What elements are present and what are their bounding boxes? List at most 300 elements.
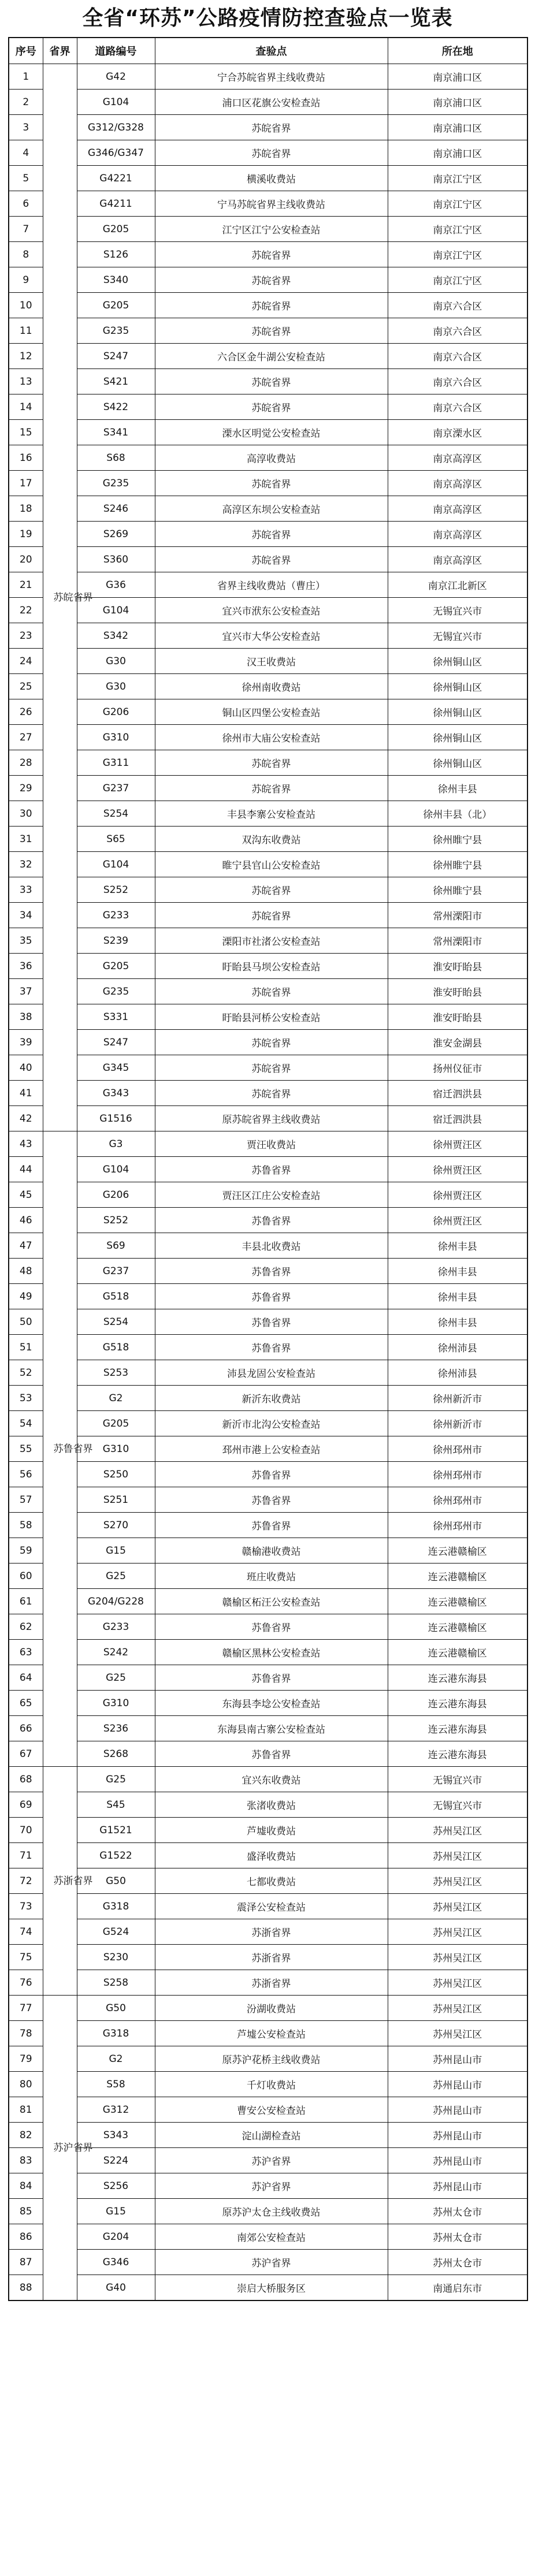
- row-location: 常州溧阳市: [388, 928, 527, 954]
- row-checkpoint: 苏皖省界: [155, 1055, 388, 1081]
- row-road: G104: [77, 90, 155, 115]
- row-seq: 76: [9, 1970, 43, 1996]
- region-label: 苏皖省界: [53, 591, 93, 604]
- row-road: S126: [77, 242, 155, 267]
- table-row: [9, 725, 527, 750]
- row-checkpoint: 原苏沪花桥主线收费站: [155, 2046, 388, 2072]
- row-checkpoint: 曹安公安检查站: [155, 2097, 388, 2123]
- row-checkpoint: 苏皖省界: [155, 318, 388, 344]
- row-checkpoint: 汾湖收费站: [155, 1996, 388, 2021]
- row-road: G237: [77, 776, 155, 801]
- row-location: 南通启东市: [388, 2275, 527, 2301]
- row-location: 无锡宜兴市: [388, 598, 527, 623]
- row-road: S253: [77, 1360, 155, 1386]
- row-location: 连云港赣榆区: [388, 1614, 527, 1640]
- table-row: [9, 852, 527, 877]
- row-checkpoint: 原苏沪太仓主线收费站: [155, 2199, 388, 2224]
- row-road: G2: [77, 1386, 155, 1411]
- row-road: S242: [77, 1640, 155, 1665]
- row-seq: 39: [9, 1030, 43, 1055]
- row-checkpoint: 苏鲁省界: [155, 1487, 388, 1513]
- region-cell: [43, 1996, 93, 2301]
- table-row: [9, 267, 527, 293]
- table-row: [9, 2224, 527, 2250]
- row-seq: 75: [9, 1945, 43, 1970]
- row-checkpoint: 苏皖省界: [155, 776, 388, 801]
- row-checkpoint: 贾汪区江庄公安检查站: [155, 1182, 388, 1208]
- row-road: G3: [77, 1131, 155, 1157]
- row-checkpoint: 双沟东收费站: [155, 827, 388, 852]
- row-location: 淮安盱眙县: [388, 1004, 527, 1030]
- row-location: 南京江宁区: [388, 217, 527, 242]
- row-seq: 42: [9, 1106, 43, 1131]
- row-checkpoint: 宁合苏皖省界主线收费站: [155, 64, 388, 90]
- row-seq: 43: [9, 1131, 43, 1157]
- table-row: [9, 1564, 527, 1589]
- row-road: G345: [77, 1055, 155, 1081]
- row-checkpoint: 苏鲁省界: [155, 1665, 388, 1691]
- table-row: [9, 1335, 527, 1360]
- row-location: 苏州吴江区: [388, 1894, 527, 1919]
- row-seq: 74: [9, 1919, 43, 1945]
- row-checkpoint: 苏鲁省界: [155, 1614, 388, 1640]
- header-road: 道路编号: [77, 38, 155, 64]
- row-road: S268: [77, 1741, 155, 1767]
- row-location: 淮安盱眙县: [388, 979, 527, 1004]
- table-row: [9, 1259, 527, 1284]
- row-seq: 79: [9, 2046, 43, 2072]
- row-seq: 50: [9, 1309, 43, 1335]
- row-location: 南京六合区: [388, 293, 527, 318]
- row-checkpoint: 震泽公安检查站: [155, 1894, 388, 1919]
- row-location: 徐州丰县: [388, 776, 527, 801]
- row-seq: 32: [9, 852, 43, 877]
- row-seq: 47: [9, 1233, 43, 1259]
- row-location: 南京江北新区: [388, 572, 527, 598]
- row-location: 南京高淳区: [388, 496, 527, 522]
- table-row: [9, 954, 527, 979]
- row-location: 徐州睢宁县: [388, 827, 527, 852]
- row-checkpoint: 苏皖省界: [155, 267, 388, 293]
- row-checkpoint: 丰县李寨公安检查站: [155, 801, 388, 827]
- row-road: G318: [77, 1894, 155, 1919]
- row-seq: 49: [9, 1284, 43, 1309]
- row-location: 南京溧水区: [388, 420, 527, 445]
- row-location: 苏州吴江区: [388, 1818, 527, 1843]
- row-checkpoint: 贾汪收费站: [155, 1131, 388, 1157]
- table-row: [9, 1182, 527, 1208]
- table-row: [9, 1513, 527, 1538]
- table-row: [9, 369, 527, 394]
- row-location: 南京浦口区: [388, 115, 527, 140]
- row-location: 徐州邳州市: [388, 1436, 527, 1462]
- table-row: [9, 1970, 527, 1996]
- row-location: 徐州丰县: [388, 1309, 527, 1335]
- table-body: [9, 64, 527, 2301]
- row-location: 南京浦口区: [388, 140, 527, 166]
- row-seq: 65: [9, 1691, 43, 1716]
- row-location: 苏州太仓市: [388, 2199, 527, 2224]
- row-location: 南京六合区: [388, 344, 527, 369]
- row-seq: 5: [9, 166, 43, 191]
- table-row: [9, 445, 527, 471]
- row-road: G30: [77, 649, 155, 674]
- row-seq: 16: [9, 445, 43, 471]
- row-location: 苏州太仓市: [388, 2250, 527, 2275]
- table-row: [9, 801, 527, 827]
- row-road: G235: [77, 471, 155, 496]
- row-checkpoint: 高淳区东坝公安检查站: [155, 496, 388, 522]
- row-location: 无锡宜兴市: [388, 1767, 527, 1792]
- row-seq: 4: [9, 140, 43, 166]
- row-location: 徐州睢宁县: [388, 877, 527, 903]
- row-road: S421: [77, 369, 155, 394]
- row-location: 宿迁泗洪县: [388, 1081, 527, 1106]
- table-row: [9, 140, 527, 166]
- row-seq: 82: [9, 2123, 43, 2148]
- row-location: 徐州邳州市: [388, 1462, 527, 1487]
- region-cell: [43, 64, 93, 1131]
- row-checkpoint: 苏鲁省界: [155, 1462, 388, 1487]
- row-checkpoint: 苏皖省界: [155, 979, 388, 1004]
- table-row: [9, 471, 527, 496]
- table-row: [9, 1716, 527, 1741]
- table-row: [9, 2021, 527, 2046]
- row-road: S254: [77, 1309, 155, 1335]
- table-row: [9, 1665, 527, 1691]
- page-title: 全省“环苏”公路疫情防控查验点一览表: [82, 6, 453, 30]
- row-checkpoint: 沛县龙固公安检查站: [155, 1360, 388, 1386]
- row-location: 苏州吴江区: [388, 2021, 527, 2046]
- row-seq: 12: [9, 344, 43, 369]
- row-seq: 67: [9, 1741, 43, 1767]
- row-location: 连云港东海县: [388, 1741, 527, 1767]
- row-seq: 22: [9, 598, 43, 623]
- row-checkpoint: 铜山区四堡公安检查站: [155, 699, 388, 725]
- row-location: 连云港赣榆区: [388, 1564, 527, 1589]
- table-row: [9, 2097, 527, 2123]
- row-location: 连云港赣榆区: [388, 1640, 527, 1665]
- table-row: [9, 394, 527, 420]
- table-row: [9, 191, 527, 217]
- row-road: S422: [77, 394, 155, 420]
- row-checkpoint: 高淳收费站: [155, 445, 388, 471]
- row-checkpoint: 千灯收费站: [155, 2072, 388, 2097]
- region-label: 苏浙省界: [53, 1875, 93, 1887]
- row-road: G40: [77, 2275, 155, 2301]
- row-checkpoint: 盱眙县河桥公安检查站: [155, 1004, 388, 1030]
- row-checkpoint: 睢宁县官山公安检查站: [155, 852, 388, 877]
- row-road: S341: [77, 420, 155, 445]
- row-seq: 29: [9, 776, 43, 801]
- table-row: [9, 1284, 527, 1309]
- row-road: S252: [77, 877, 155, 903]
- row-road: G235: [77, 979, 155, 1004]
- row-road: G204: [77, 2224, 155, 2250]
- table-row: [9, 420, 527, 445]
- row-road: G25: [77, 1564, 155, 1589]
- row-checkpoint: 七都收费站: [155, 1868, 388, 1894]
- table-row: [9, 2199, 527, 2224]
- row-location: 淮安盱眙县: [388, 954, 527, 979]
- table-row: [9, 877, 527, 903]
- row-seq: 71: [9, 1843, 43, 1868]
- row-road: G237: [77, 1259, 155, 1284]
- row-checkpoint: 崇启大桥服务区: [155, 2275, 388, 2301]
- row-road: S270: [77, 1513, 155, 1538]
- row-seq: 13: [9, 369, 43, 394]
- row-seq: 14: [9, 394, 43, 420]
- row-road: S65: [77, 827, 155, 852]
- row-checkpoint: 芦墟收费站: [155, 1818, 388, 1843]
- row-checkpoint: 宜兴东收费站: [155, 1767, 388, 1792]
- table-row: [9, 1767, 527, 1792]
- row-seq: 45: [9, 1182, 43, 1208]
- row-road: G4211: [77, 191, 155, 217]
- row-checkpoint: 苏鲁省界: [155, 1157, 388, 1182]
- table-row: [9, 293, 527, 318]
- table-row: [9, 2250, 527, 2275]
- row-road: S251: [77, 1487, 155, 1513]
- row-checkpoint: 宜兴市洑东公安检查站: [155, 598, 388, 623]
- row-seq: 30: [9, 801, 43, 827]
- row-checkpoint: 苏鲁省界: [155, 1208, 388, 1233]
- row-seq: 83: [9, 2148, 43, 2173]
- row-road: G4221: [77, 166, 155, 191]
- row-road: G311: [77, 750, 155, 776]
- table-row: [9, 1081, 527, 1106]
- row-seq: 23: [9, 623, 43, 649]
- row-seq: 27: [9, 725, 43, 750]
- row-seq: 56: [9, 1462, 43, 1487]
- row-seq: 1: [9, 64, 43, 90]
- row-road: G205: [77, 954, 155, 979]
- row-road: G518: [77, 1335, 155, 1360]
- row-location: 徐州丰县（北）: [388, 801, 527, 827]
- table-row: [9, 1843, 527, 1868]
- row-road: S331: [77, 1004, 155, 1030]
- row-seq: 41: [9, 1081, 43, 1106]
- row-road: G205: [77, 217, 155, 242]
- row-checkpoint: 盱眙县马坝公安检查站: [155, 954, 388, 979]
- row-checkpoint: 赣榆区柘汪公安检查站: [155, 1589, 388, 1614]
- row-road: G518: [77, 1284, 155, 1309]
- row-road: G524: [77, 1919, 155, 1945]
- row-seq: 77: [9, 1996, 43, 2021]
- row-road: S258: [77, 1970, 155, 1996]
- row-location: 南京高淳区: [388, 445, 527, 471]
- table-row: [9, 64, 527, 90]
- row-checkpoint: 苏鲁省界: [155, 1741, 388, 1767]
- row-road: G30: [77, 674, 155, 699]
- row-location: 苏州吴江区: [388, 1868, 527, 1894]
- row-checkpoint: 苏皖省界: [155, 471, 388, 496]
- row-road: G104: [77, 1157, 155, 1182]
- row-location: 连云港东海县: [388, 1665, 527, 1691]
- row-checkpoint: 宁马苏皖省界主线收费站: [155, 191, 388, 217]
- row-seq: 44: [9, 1157, 43, 1182]
- region-label: 苏沪省界: [53, 2142, 93, 2154]
- table-row: [9, 827, 527, 852]
- row-checkpoint: 苏皖省界: [155, 369, 388, 394]
- row-location: 常州溧阳市: [388, 903, 527, 928]
- row-location: 徐州贾汪区: [388, 1208, 527, 1233]
- row-checkpoint: 苏鲁省界: [155, 1335, 388, 1360]
- row-road: S342: [77, 623, 155, 649]
- row-checkpoint: 丰县北收费站: [155, 1233, 388, 1259]
- row-seq: 8: [9, 242, 43, 267]
- row-seq: 33: [9, 877, 43, 903]
- row-checkpoint: 苏鲁省界: [155, 1259, 388, 1284]
- row-checkpoint: 苏沪省界: [155, 2148, 388, 2173]
- row-location: 徐州铜山区: [388, 649, 527, 674]
- row-location: 南京浦口区: [388, 64, 527, 90]
- row-road: G233: [77, 1614, 155, 1640]
- table-row: [9, 115, 527, 140]
- row-location: 徐州丰县: [388, 1259, 527, 1284]
- row-location: 南京高淳区: [388, 547, 527, 572]
- table-row: [9, 1131, 527, 1157]
- row-road: G2: [77, 2046, 155, 2072]
- row-road: G206: [77, 699, 155, 725]
- table-row: [9, 2275, 527, 2301]
- row-seq: 62: [9, 1614, 43, 1640]
- row-location: 徐州贾汪区: [388, 1157, 527, 1182]
- row-road: S69: [77, 1233, 155, 1259]
- row-location: 南京江宁区: [388, 242, 527, 267]
- row-location: 连云港东海县: [388, 1716, 527, 1741]
- row-seq: 61: [9, 1589, 43, 1614]
- table-row: [9, 1894, 527, 1919]
- row-seq: 24: [9, 649, 43, 674]
- table-row: [9, 1818, 527, 1843]
- row-seq: 10: [9, 293, 43, 318]
- header-region: 省界: [43, 38, 77, 64]
- row-location: 徐州邳州市: [388, 1487, 527, 1513]
- table-row: [9, 166, 527, 191]
- row-location: 徐州新沂市: [388, 1386, 527, 1411]
- row-seq: 58: [9, 1513, 43, 1538]
- row-checkpoint: 江宁区江宁公安检查站: [155, 217, 388, 242]
- row-seq: 80: [9, 2072, 43, 2097]
- row-road: S247: [77, 1030, 155, 1055]
- row-road: S340: [77, 267, 155, 293]
- row-checkpoint: 宜兴市大华公安检查站: [155, 623, 388, 649]
- row-location: 南京六合区: [388, 318, 527, 344]
- table-row: [9, 1487, 527, 1513]
- table-row: [9, 1157, 527, 1182]
- row-location: 无锡宜兴市: [388, 623, 527, 649]
- table-row: [9, 217, 527, 242]
- row-road: G1522: [77, 1843, 155, 1868]
- row-road: G25: [77, 1767, 155, 1792]
- row-road: G346: [77, 2250, 155, 2275]
- table-row: [9, 1462, 527, 1487]
- row-seq: 78: [9, 2021, 43, 2046]
- row-checkpoint: 东海县李埝公安检查站: [155, 1691, 388, 1716]
- row-seq: 63: [9, 1640, 43, 1665]
- row-seq: 25: [9, 674, 43, 699]
- row-checkpoint: 苏鲁省界: [155, 1284, 388, 1309]
- row-seq: 40: [9, 1055, 43, 1081]
- row-checkpoint: 新沂东收费站: [155, 1386, 388, 1411]
- row-location: 徐州沛县: [388, 1335, 527, 1360]
- row-checkpoint: 苏皖省界: [155, 547, 388, 572]
- table-row: [9, 903, 527, 928]
- table-row: [9, 2072, 527, 2097]
- row-road: G318: [77, 2021, 155, 2046]
- row-location: 徐州沛县: [388, 1360, 527, 1386]
- row-location: 苏州吴江区: [388, 1996, 527, 2021]
- row-road: G15: [77, 1538, 155, 1564]
- region-cell: [43, 1131, 93, 1767]
- row-location: 扬州仪征市: [388, 1055, 527, 1081]
- row-road: G312: [77, 2097, 155, 2123]
- row-checkpoint: 浦口区花旗公安检查站: [155, 90, 388, 115]
- table-row: [9, 699, 527, 725]
- row-road: G1516: [77, 1106, 155, 1131]
- table-row: [9, 1360, 527, 1386]
- row-location: 苏州太仓市: [388, 2224, 527, 2250]
- table-row: [9, 1004, 527, 1030]
- header-location: 所在地: [388, 38, 527, 64]
- row-road: G235: [77, 318, 155, 344]
- row-location: 苏州昆山市: [388, 2046, 527, 2072]
- row-checkpoint: 溧水区明觉公安检查站: [155, 420, 388, 445]
- row-seq: 81: [9, 2097, 43, 2123]
- row-checkpoint: 赣榆港收费站: [155, 1538, 388, 1564]
- row-seq: 87: [9, 2250, 43, 2275]
- row-checkpoint: 苏浙省界: [155, 1945, 388, 1970]
- row-location: 南京六合区: [388, 394, 527, 420]
- table-row: [9, 1945, 527, 1970]
- table-row: [9, 547, 527, 572]
- row-seq: 55: [9, 1436, 43, 1462]
- row-seq: 85: [9, 2199, 43, 2224]
- row-seq: 20: [9, 547, 43, 572]
- table-row: [9, 1691, 527, 1716]
- row-location: 徐州贾汪区: [388, 1182, 527, 1208]
- row-road: S269: [77, 522, 155, 547]
- row-location: 苏州吴江区: [388, 1945, 527, 1970]
- row-checkpoint: 苏皖省界: [155, 115, 388, 140]
- table-row: [9, 242, 527, 267]
- table-row: [9, 1996, 527, 2021]
- row-checkpoint: 苏皖省界: [155, 1081, 388, 1106]
- table-row: [9, 928, 527, 954]
- row-location: 南京浦口区: [388, 90, 527, 115]
- row-seq: 31: [9, 827, 43, 852]
- table-row: [9, 522, 527, 547]
- table-row: [9, 649, 527, 674]
- row-location: 苏州昆山市: [388, 2097, 527, 2123]
- row-seq: 15: [9, 420, 43, 445]
- row-seq: 46: [9, 1208, 43, 1233]
- row-road: G1521: [77, 1818, 155, 1843]
- row-road: G310: [77, 1436, 155, 1462]
- row-seq: 86: [9, 2224, 43, 2250]
- row-location: 徐州铜山区: [388, 699, 527, 725]
- row-checkpoint: 苏沪省界: [155, 2250, 388, 2275]
- row-road: S343: [77, 2123, 155, 2148]
- row-checkpoint: 东海县南古寨公安检查站: [155, 1716, 388, 1741]
- header-seq: 序号: [9, 38, 43, 64]
- row-location: 南京高淳区: [388, 522, 527, 547]
- table-row: [9, 1309, 527, 1335]
- row-checkpoint: 苏皖省界: [155, 394, 388, 420]
- row-seq: 38: [9, 1004, 43, 1030]
- row-seq: 9: [9, 267, 43, 293]
